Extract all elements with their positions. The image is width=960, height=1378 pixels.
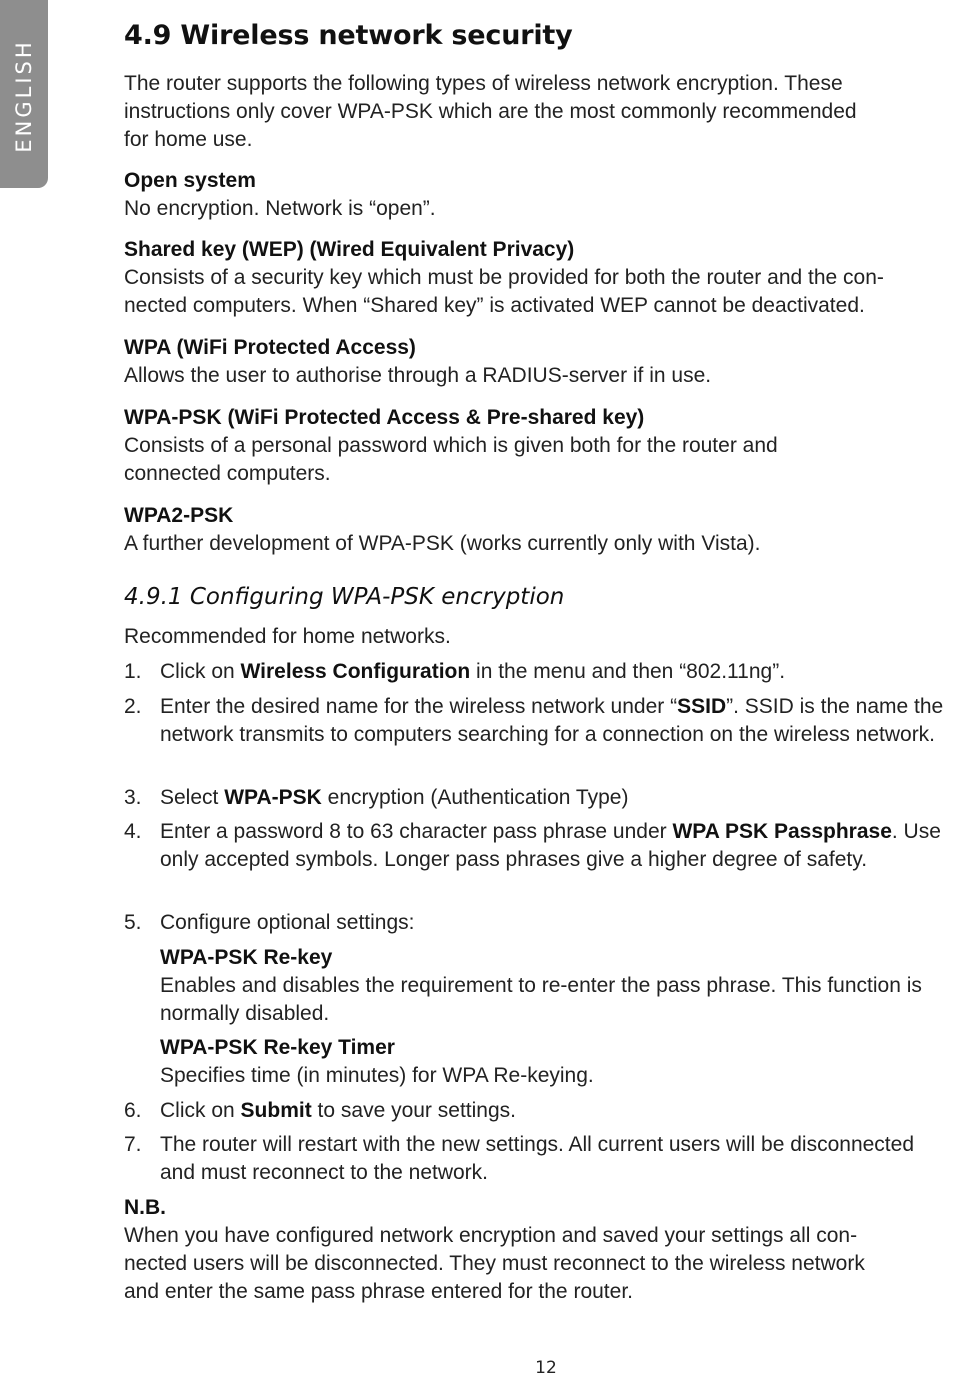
note-text: and enter the same pass phrase entered for the router. — [124, 1280, 633, 1303]
optional-setting-heading: WPA-PSK Re-key Timer — [160, 1036, 395, 1059]
step-number: 5. — [124, 911, 142, 934]
step-number: 2. — [124, 695, 142, 718]
step-number: 4. — [124, 820, 142, 843]
intro-paragraph — [124, 70, 954, 154]
subsection-intro-text: Recommended for home networks. — [124, 625, 451, 648]
ui-term: Submit — [240, 1099, 312, 1122]
step-number: 3. — [124, 786, 142, 809]
ui-term: WPA PSK Passphrase — [672, 820, 892, 843]
optional-setting-rekey — [160, 944, 954, 1028]
encryption-type-heading: WPA-PSK (WiFi Protected Access & Pre-shared key) — [124, 406, 645, 429]
optional-setting-rekey-timer — [160, 1034, 954, 1090]
encryption-type-heading: WPA2-PSK — [124, 504, 234, 527]
optional-setting-heading: WPA-PSK Re-key — [160, 946, 333, 969]
encryption-type-desc: connected computers. — [124, 462, 331, 485]
language-tab — [0, 0, 48, 188]
encryption-type-desc: Consists of a security key which must be provided for both the router and the con- — [124, 266, 884, 289]
step-text: The router will restart with the new settings. All current users will be disconnected and must reconnect to the network. — [160, 1133, 915, 1184]
note-text: When you have configured network encryption and saved your settings all con- — [124, 1224, 858, 1247]
encryption-type-desc: Allows the user to authorise through a RADIUS-server if in use. — [124, 364, 712, 387]
step-text: Configure optional settings: — [160, 911, 415, 934]
encryption-type-desc: No encryption. Network is “open”. — [124, 197, 436, 220]
encryption-type-heading: WPA (WiFi Protected Access) — [124, 336, 416, 359]
note-block — [124, 1194, 954, 1306]
ui-term: WPA-PSK — [224, 786, 322, 809]
step-text: Enter a password 8 to 63 character pass phrase under WPA PSK Passphrase. Use only accepted symbols. Longer pass phrases give a higher degree of safety. — [160, 820, 941, 871]
note-text: nected users will be disconnected. They must reconnect to the wireless network — [124, 1252, 865, 1275]
encryption-type-desc: A further development of WPA-PSK (works currently only with Vista). — [124, 532, 761, 555]
note-label: N.B. — [124, 1196, 166, 1219]
step-text: Click on Wireless Configuration in the menu and then “802.11ng”. — [160, 660, 786, 683]
ui-term: Wireless Configuration — [240, 660, 471, 683]
step-number: 7. — [124, 1133, 142, 1156]
encryption-type-desc: Consists of a personal password which is given both for the router and — [124, 434, 778, 457]
intro-line: for home use. — [124, 128, 253, 151]
encryption-type-wpa2-psk — [124, 502, 954, 558]
intro-line: The router supports the following types of wireless network encryption. These — [124, 72, 843, 95]
step-number: 6. — [124, 1099, 142, 1122]
encryption-type-desc: nected computers. When “Shared key” is activated WEP cannot be deactivated. — [124, 294, 865, 317]
encryption-type-heading: Open system — [124, 169, 256, 192]
optional-setting-desc: Specifies time (in minutes) for WPA Re-keying. — [160, 1064, 594, 1087]
page-number: 12 — [535, 1358, 557, 1378]
encryption-type-wpa — [124, 334, 954, 390]
step-number: 1. — [124, 660, 142, 683]
encryption-type-wep — [124, 236, 954, 320]
encryption-type-open — [124, 167, 954, 223]
ui-term: SSID — [677, 695, 727, 718]
step-text: Click on Submit to save your settings. — [160, 1099, 516, 1122]
subsection-intro — [124, 623, 954, 651]
subsection-title: 4.9.1 Configuring WPA-PSK encryption — [124, 584, 565, 610]
encryption-type-heading: Shared key (WEP) (Wired Equivalent Privacy) — [124, 238, 575, 261]
encryption-type-wpa-psk — [124, 404, 954, 488]
optional-setting-desc: Enables and disables the requirement to re-enter the pass phrase. This function is normally disabled. — [160, 974, 922, 1025]
section-title: 4.9 Wireless network security — [124, 20, 573, 51]
step-text: Enter the desired name for the wireless network under “SSID”. SSID is the name the network transmits to computers searching for a connection on the wireless network. — [160, 695, 944, 746]
language-tab-label: ENGLISH — [12, 39, 36, 153]
step-text: Select WPA-PSK encryption (Authentication Type) — [160, 786, 629, 809]
intro-line: instructions only cover WPA-PSK which are the most commonly recommended — [124, 100, 857, 123]
